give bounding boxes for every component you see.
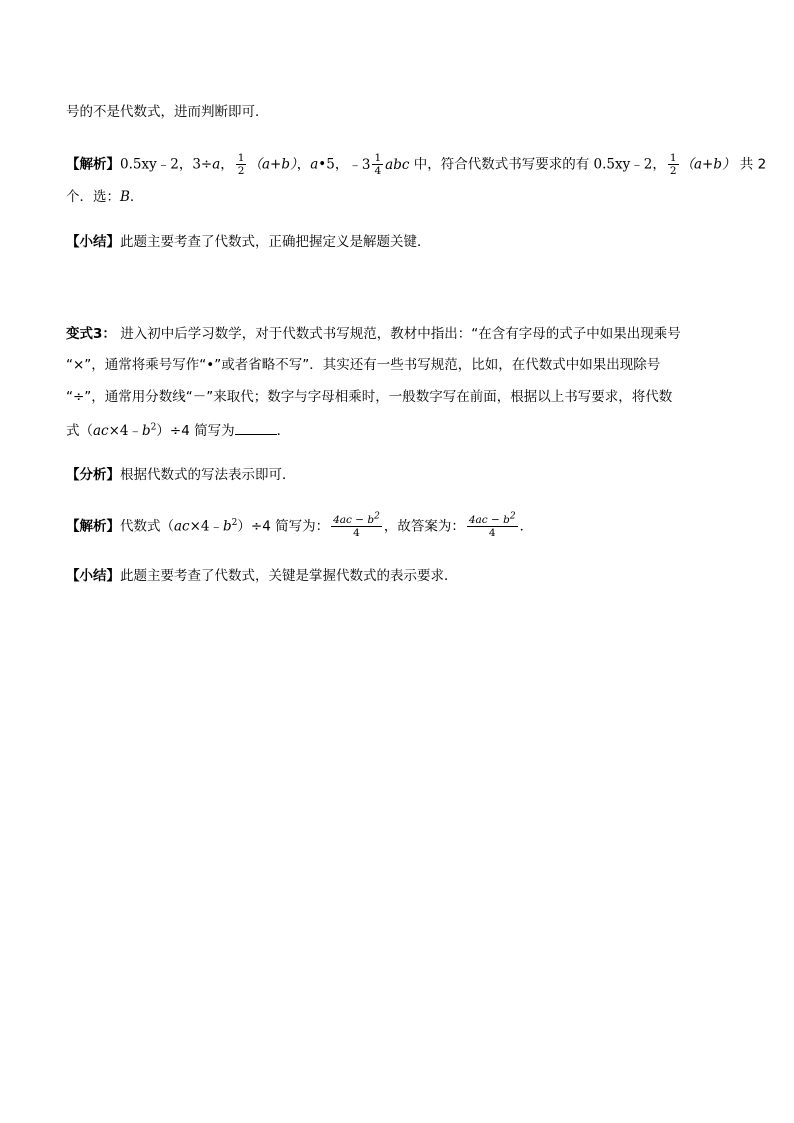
expr-6: 0.5xy﹣2 xyxy=(593,156,653,173)
fraction-numerator xyxy=(467,511,518,526)
fraction-denominator: 4 xyxy=(331,526,382,539)
expr-4a: a xyxy=(310,156,319,173)
solution-1-line-1 xyxy=(66,152,766,177)
fraction-denominator: 4 xyxy=(374,165,382,177)
numerator-exponent: 2 xyxy=(374,511,380,522)
variable-b: b xyxy=(142,423,151,439)
numerator-text: 4ac − b xyxy=(333,514,375,526)
answer-choice: B xyxy=(120,189,130,205)
solution-end-text: 共 2 xyxy=(735,156,767,173)
variant-text-4a: 式（ xyxy=(66,423,93,439)
continuation-text: 号的不是代数式，进而判断即可． xyxy=(66,104,269,120)
summary-tag: 【小结】 xyxy=(66,234,120,250)
variant-3-line-3 xyxy=(66,387,672,407)
solution-middle-text: 中，符合代数式书写要求的有 xyxy=(409,156,594,173)
variable-b: b xyxy=(223,518,232,535)
variant-text-1: 进入初中后学习数学，对于代数式书写规范，教材中指出：“在含有字母的式子中如果出现乘号 xyxy=(115,326,681,342)
numerator-exponent: 2 xyxy=(509,511,516,522)
solution-1-line-2 xyxy=(66,187,143,207)
answer-fraction-2 xyxy=(467,511,518,539)
fraction-numerator: 1 xyxy=(237,152,245,164)
answer-prefix: 个．选： xyxy=(66,189,120,205)
fraction-denominator: 4 xyxy=(467,526,518,539)
summary-tag: 【小结】 xyxy=(66,568,120,584)
variable-ac: ac xyxy=(93,423,109,439)
summary-1-line xyxy=(66,232,431,252)
solution2-text-a: 代数式（ xyxy=(120,518,174,535)
fraction-numerator: 1 xyxy=(374,152,382,164)
solution-tag: 【解析】 xyxy=(66,518,120,535)
solution2-text-c: ×4﹣ xyxy=(189,518,224,535)
expr-4b: •5 xyxy=(318,156,335,173)
variant-tag: 变式3： xyxy=(66,326,116,342)
summary-text: 此题主要考查了代数式，正确把握定义是解题关键． xyxy=(120,234,431,250)
solution-tag: 【解析】 xyxy=(66,156,120,173)
expr-2a: 3÷ xyxy=(192,156,213,173)
fraction-denominator: 2 xyxy=(237,165,245,177)
mixed-number xyxy=(348,152,409,177)
numerator-text: 4ac − b xyxy=(468,514,510,526)
variant-text-4g: ． xyxy=(276,423,291,439)
variant-text-4f: ）÷4 简写为 xyxy=(156,423,235,439)
separator: ， xyxy=(652,156,666,173)
fraction-quarter xyxy=(372,152,383,177)
fraction-denominator: 2 xyxy=(669,165,677,177)
solution2-text-f: ）÷4 简写为： xyxy=(237,518,330,535)
solution2-end: ． xyxy=(519,518,534,535)
variable-ac: ac xyxy=(174,518,190,535)
variant-text-4c: ×4﹣ xyxy=(108,423,143,439)
variant-3-line-1 xyxy=(66,324,681,344)
variant-text-2: “×”，通常将乘号写作“•”或者省略不写”．其实还有一些书写规范，比如，在代数式中如果出现除号 xyxy=(66,357,661,373)
separator: ， xyxy=(334,156,349,173)
fraction-numerator xyxy=(331,511,382,526)
mixed-whole: ﹣3 xyxy=(348,156,371,173)
mixed-variables: abc xyxy=(385,156,410,173)
expr-7: （a+b） xyxy=(680,156,736,173)
solution2-text-g: ，故答案为： xyxy=(383,518,465,535)
expr-3: （a+b） xyxy=(248,156,297,173)
exponent: 2 xyxy=(150,422,157,433)
summary-text: 此题主要考查了代数式，关键是掌握代数式的表示要求． xyxy=(120,568,458,584)
variant-3-line-4 xyxy=(66,420,290,441)
expr-2b: a xyxy=(212,156,221,173)
continuation-line xyxy=(66,102,269,122)
analysis-tag: 【分析】 xyxy=(66,467,120,483)
variant-text-3: “÷”，通常用分数线“－”来取代；数字与字母相乘时，一般数字写在前面，根据以上书写要求，将代数 xyxy=(66,389,673,405)
analysis-text: 根据代数式的写法表示即可． xyxy=(120,467,296,483)
answer-fraction-1 xyxy=(331,511,382,539)
separator: ， xyxy=(178,156,193,173)
answer-suffix: ． xyxy=(129,189,144,205)
separator: ， xyxy=(296,156,311,173)
expr-1: 0.5xy﹣2 xyxy=(120,156,179,173)
variant-3-line-2 xyxy=(66,355,660,375)
fraction-numerator: 1 xyxy=(669,152,677,164)
analysis-2-line xyxy=(66,465,296,485)
separator: ， xyxy=(220,156,234,173)
summary-2-line xyxy=(66,566,458,586)
exponent: 2 xyxy=(231,518,238,528)
solution-2-line xyxy=(66,511,534,539)
fraction-half-2 xyxy=(668,152,679,177)
answer-blank xyxy=(235,420,277,435)
fraction-half-1 xyxy=(236,152,247,177)
